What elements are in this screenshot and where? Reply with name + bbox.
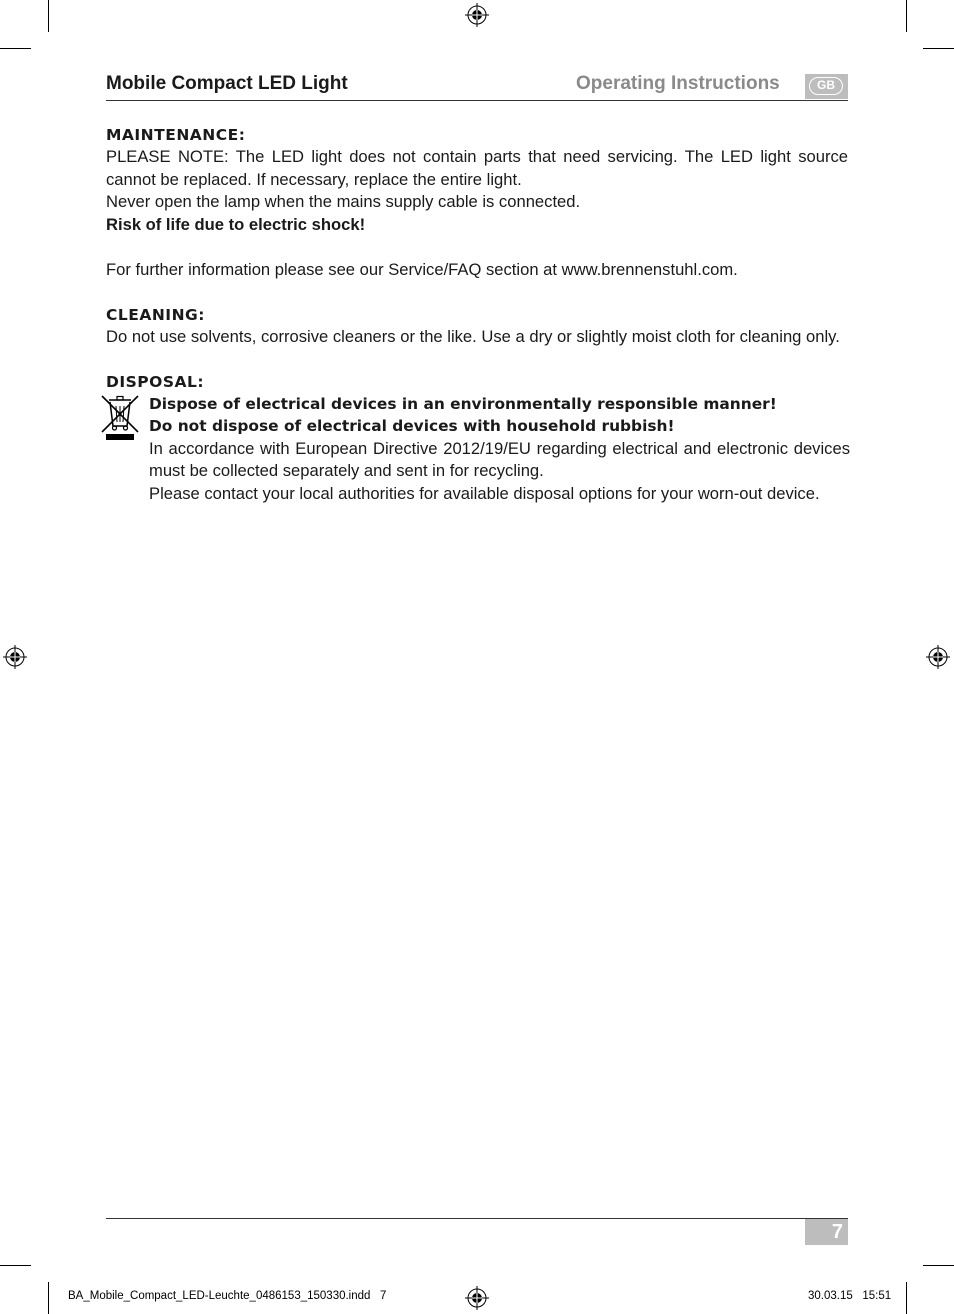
shock-warning: Risk of life due to electric shock! [106, 214, 366, 234]
further-info-text: For further information please see our Service/FAQ section at www.brennenstuhl.com. [106, 259, 738, 279]
registration-mark-icon [465, 1286, 489, 1310]
maintenance-heading: MAINTENANCE: [106, 126, 246, 144]
section-title: Operating Instructions [576, 73, 780, 94]
product-title: Mobile Compact LED Light [106, 73, 348, 94]
crossed-out-wheelie-bin-icon [100, 393, 140, 441]
cleaning-heading: CLEANING: [106, 305, 205, 324]
disposal-heading: DISPOSAL: [106, 372, 205, 391]
registration-mark-icon [3, 645, 27, 669]
cleaning-text: Do not use solvents, corrosive cleaners or the like. Use a dry or slightly moist cloth for cleaning only. [106, 326, 840, 346]
crop-mark [48, 0, 49, 32]
page-number: 7 [831, 1221, 843, 1243]
crop-mark [0, 1265, 31, 1266]
slug-date: 30.03.15 15:51 [808, 1290, 892, 1302]
maintenance-text-2: Never open the lamp when the mains supply cable is connected. [106, 192, 581, 211]
crop-mark [923, 48, 954, 49]
language-badge: GB [809, 77, 843, 95]
crop-mark [0, 48, 31, 49]
crop-mark [906, 0, 907, 32]
main-content [106, 124, 848, 505]
maintenance-text: PLEASE NOTE: The LED light does not contain parts that need servicing. The LED light source cannot be replaced. If necessary, replace the entire light. [106, 147, 848, 189]
crop-mark [923, 1265, 954, 1266]
crop-mark [906, 1282, 907, 1314]
disposal-bold-2: Do not dispose of electrical devices with household rubbish! [149, 417, 675, 435]
registration-mark-icon [465, 3, 489, 27]
slug-filename: BA_Mobile_Compact_LED-Leuchte_0486153_150330.indd 7 [68, 1290, 387, 1302]
footer-rule [106, 1218, 848, 1219]
crop-mark [48, 1282, 49, 1314]
registration-mark-icon [926, 645, 950, 669]
disposal-block [106, 393, 848, 506]
disposal-contact-text: Please contact your local authorities for available disposal options for your worn-out device. [149, 483, 820, 503]
disposal-text [149, 393, 850, 506]
disposal-directive-text: In accordance with European Directive 2012/19/EU regarding electrical and electronic devices must be collected separately and sent in for recycling. [149, 438, 850, 480]
header-rule [106, 100, 848, 101]
disposal-bold-1: Dispose of electrical devices in an environmentally responsible manner! [149, 394, 777, 413]
